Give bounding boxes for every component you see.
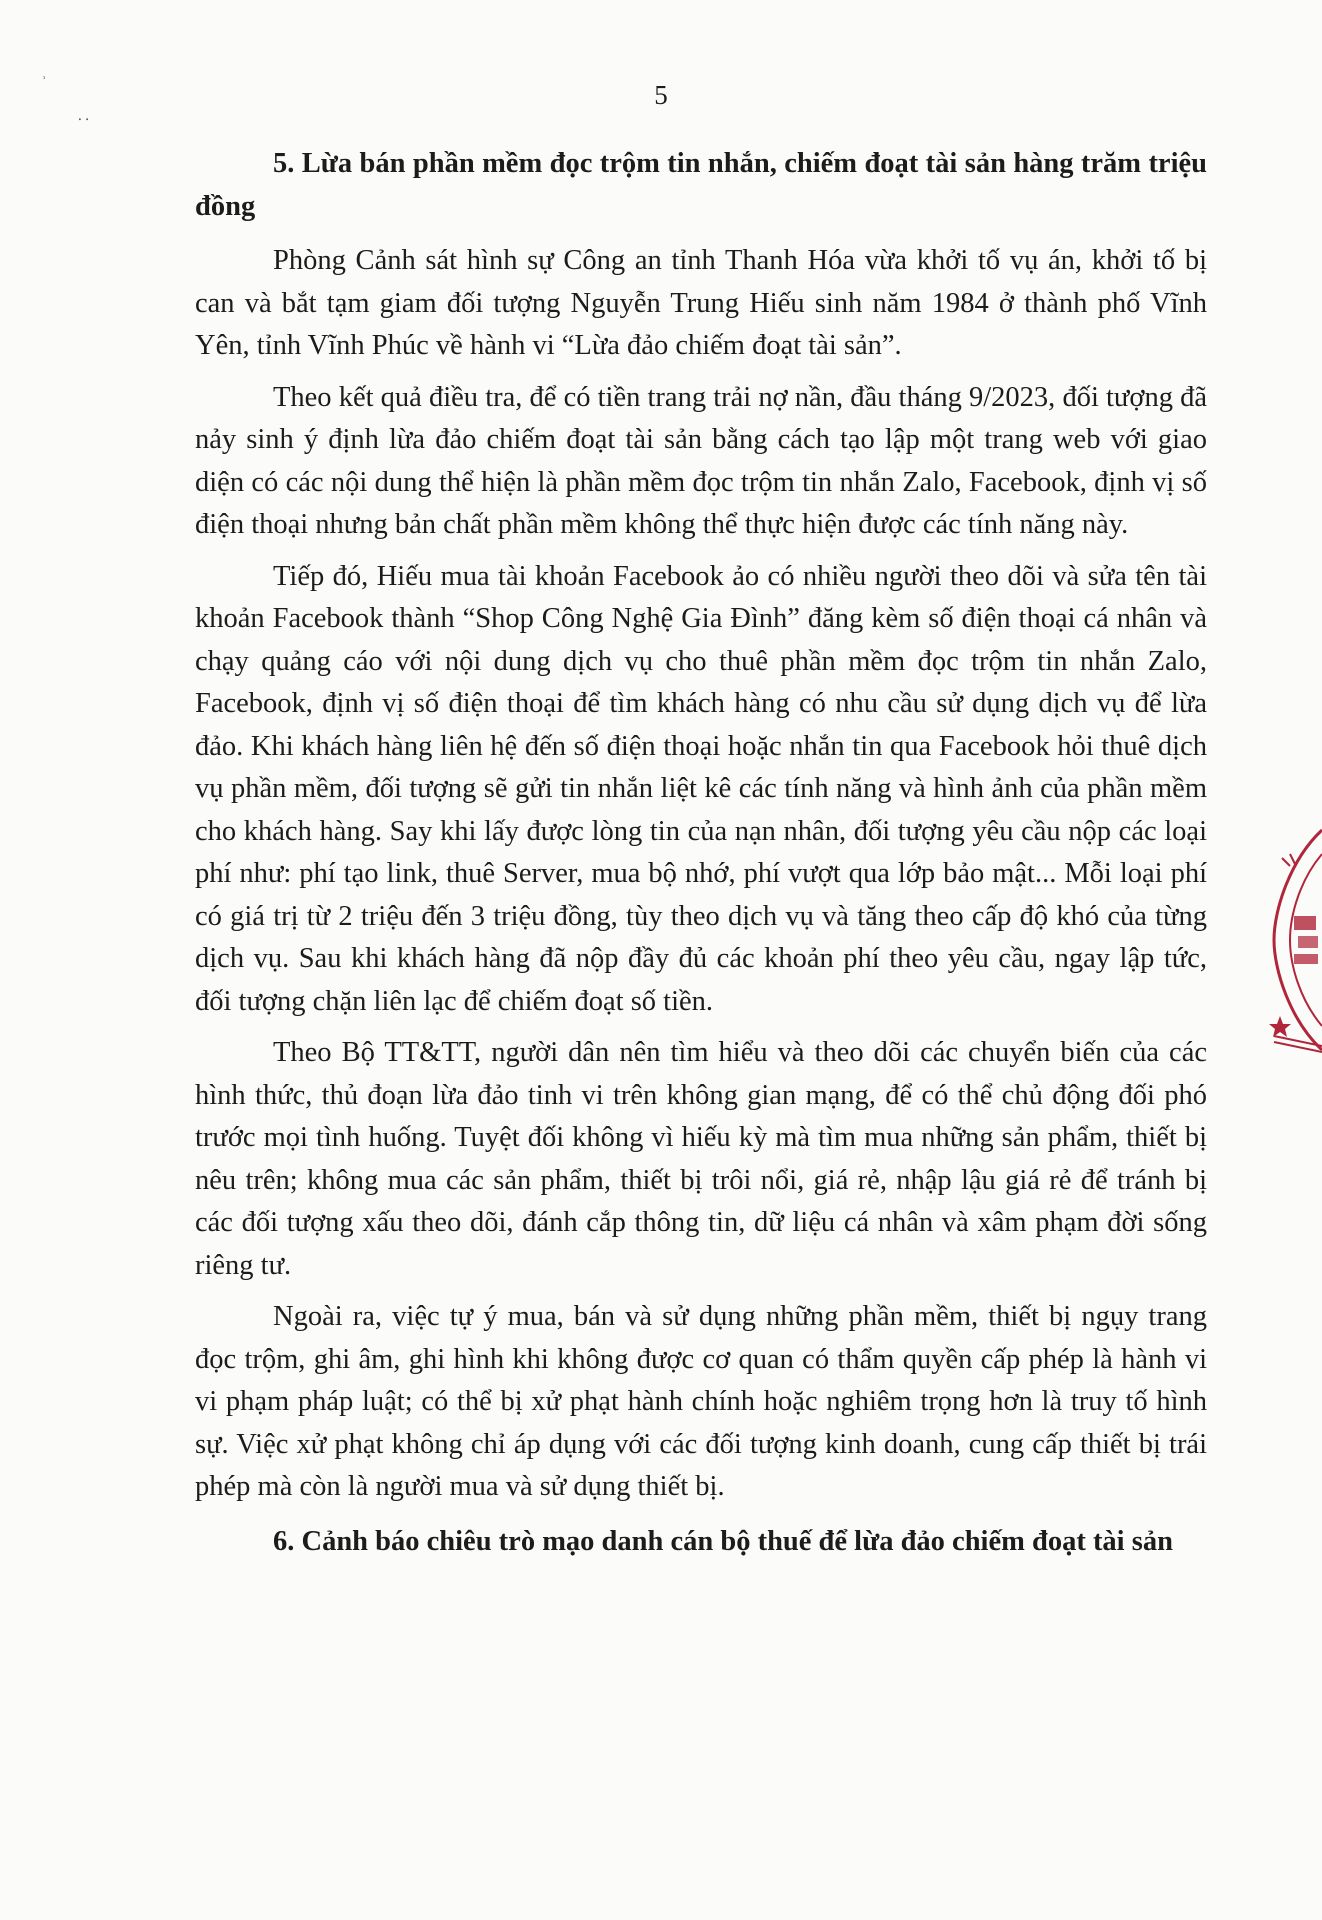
paragraph: Theo Bộ TT&TT, người dân nên tìm hiểu và theo dõi các chuyển biến của các hình thức, thủ đoạn lừa đảo tinh vi trên không gian mạng, để có thể chủ động đối phó trước mọi tình huống. Tuyệt đối không vì hiếu kỳ mà tìm mua những sản phẩm, thiết bị nêu trên; không mua các sản phẩm, thiết bị trôi nổi, giá rẻ, nhập lậu giá rẻ để tránh bị các đối tượng xấu theo dõi, đánh cắp thông tin, dữ liệu cá nhân và xâm phạm đời sống riêng tư. — [195, 1037, 1207, 1281]
red-seal-stamp — [1260, 820, 1322, 1060]
paragraph: Phòng Cảnh sát hình sự Công an tỉnh Thanh Hóa vừa khởi tố vụ án, khởi tố bị can và bắt tạm giam đối tượng Nguyễn Trung Hiếu sinh năm 1984 ở thành phố Vĩnh Yên, tỉnh Vĩnh Phúc về hành vi “Lừa đảo chiếm đoạt tài sản”. — [195, 245, 1207, 361]
page-number: 5 — [654, 80, 668, 110]
section-5-heading: 5. Lừa bán phần mềm đọc trộm tin nhắn, chiếm đoạt tài sản hàng trăm triệu đồng — [195, 148, 1207, 222]
paragraph: Tiếp đó, Hiếu mua tài khoản Facebook ảo có nhiều người theo dõi và sửa tên tài khoản Facebook thành “Shop Công Nghệ Gia Đình” đăng kèm số điện thoại cá nhân và chạy quảng cáo với nội dung dịch vụ cho thuê phần mềm đọc trộm tin nhắn Zalo, Facebook, định vị số điện thoại để tìm khách hàng có nhu cầu sử dụng dịch vụ để lừa đảo. Khi khách hàng liên hệ đến số điện thoại hoặc nhắn tin qua Facebook hỏi thuê dịch vụ phần mềm, đối tượng sẽ gửi tin nhắn liệt kê các tính năng và hình ảnh của phần mềm cho khách hàng. Say khi lấy được lòng tin của nạn nhân, đối tượng yêu cầu nộp các loại phí như: phí tạo link, thuê Server, mua bộ nhớ, phí vượt qua lớp bảo mật... Mỗi loại phí có giá trị từ 2 triệu đến 3 triệu đồng, tùy theo dịch vụ và tăng theo cấp độ khó của từng dịch vụ. Sau khi khách hàng đã nộp đầy đủ các khoản phí theo yêu cầu, ngay lập tức, đối tượng chặn liên lạc để chiếm đoạt số tiền. — [195, 560, 1207, 1017]
paragraph: Theo kết quả điều tra, để có tiền trang trải nợ nần, đầu tháng 9/2023, đối tượng đã nảy sinh ý định lừa đảo chiếm đoạt tài sản bằng cách tạo lập một trang web với giao diện có các nội dung thể hiện là phần mềm đọc trộm tin nhắn Zalo, Facebook, định vị số điện thoại nhưng bản chất phần mềm không thể thực hiện được các tính năng này. — [195, 381, 1207, 540]
document-body — [195, 143, 1207, 1563]
scan-speck: ⸒ — [42, 65, 47, 80]
scan-speck: ⸳ ⸳ — [78, 111, 90, 126]
paragraph: Ngoài ra, việc tự ý mua, bán và sử dụng những phần mềm, thiết bị ngụy trang đọc trộm, ghi âm, ghi hình khi không được cơ quan có thẩm quyền cấp phép là hành vi vi phạm pháp luật; có thể bị xử phạt hành chính hoặc nghiêm trọng hơn là truy tố hình sự. Việc xử phạt không chỉ áp dụng với các đối tượng kinh doanh, cung cấp thiết bị trái phép mà còn là người mua và sử dụng thiết bị. — [195, 1301, 1207, 1502]
section-6-heading: 6. Cảnh báo chiêu trò mạo danh cán bộ thuế để lừa đảo chiếm đoạt tài sản — [273, 1525, 1173, 1557]
